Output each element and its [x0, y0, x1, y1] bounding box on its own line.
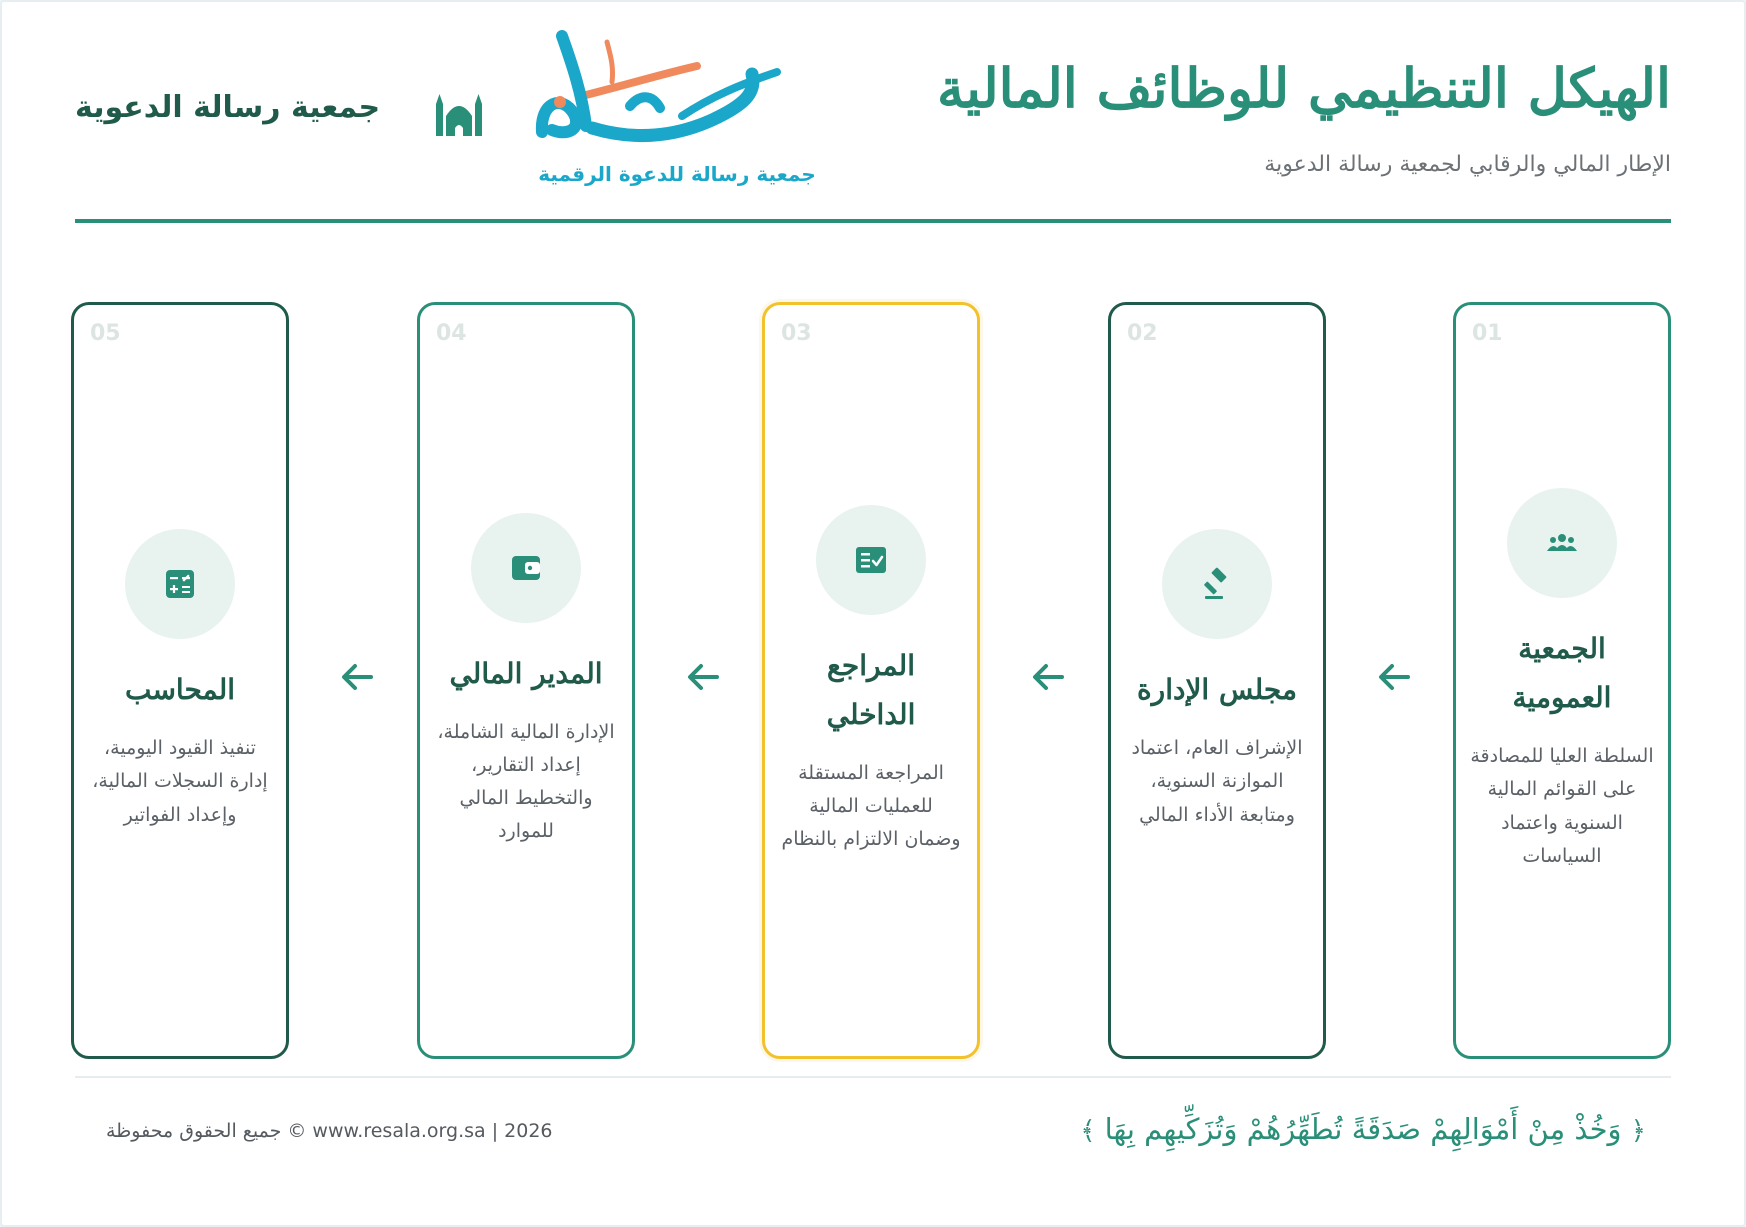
card-number: 03: [781, 321, 812, 346]
card-title: مجلس الإدارة: [1137, 673, 1297, 707]
card-title: المراجع الداخلي: [826, 648, 916, 731]
icon-circle: [125, 529, 235, 639]
card-general-assembly: [1453, 302, 1671, 1059]
footer-divider: [75, 1076, 1671, 1078]
org-chart: [2, 2, 1744, 1225]
arrow-left-icon: [1374, 657, 1414, 697]
page-subtitle: الإطار المالي والرقابي لجمعية رسالة الدعوية: [1264, 152, 1671, 177]
card-number: 01: [1472, 321, 1503, 346]
icon-circle: [1507, 488, 1617, 598]
org-name: جمعية رسالة الدعوية: [75, 90, 381, 125]
icon-circle: [816, 505, 926, 615]
card-description: الإشراف العام، اعتماد الموازنة السنوية، ومتابعة الأداء المالي: [1131, 737, 1303, 826]
card-number: 02: [1127, 321, 1158, 346]
card-internal-auditor: [762, 302, 980, 1059]
card-accountant: [71, 302, 289, 1059]
verse-text: وَخُذْ مِنْ أَمْوَالِهِمْ صَدَقَةً تُطَهِّرُهُمْ وَتُزَكِّيهِم بِهَا: [1104, 1112, 1622, 1146]
card-number: 05: [90, 321, 121, 346]
card-financial-manager: [417, 302, 635, 1059]
verse-open-bracket: ﴿: [1630, 1116, 1646, 1146]
group-icon: [1544, 525, 1580, 561]
wallet-icon: [508, 550, 544, 586]
arrow-left-icon: [337, 657, 377, 697]
verse-close-bracket: ﴾: [1080, 1116, 1096, 1146]
card-title: المحاسب: [124, 673, 236, 707]
card-title: الجمعية العمومية: [1512, 632, 1612, 714]
quran-verse: [1080, 1112, 1646, 1146]
gavel-icon: [1199, 566, 1235, 602]
copyright: www.resala.org.sa | 2026 © جميع الحقوق محفوظة: [106, 1120, 553, 1142]
card-title: المدير المالي: [449, 656, 603, 690]
arrow-left-icon: [1028, 657, 1068, 697]
card-number: 04: [436, 321, 467, 346]
logo-caption: جمعية رسالة للدعوة الرقمية: [538, 162, 816, 186]
icon-circle: [471, 513, 581, 623]
card-description: تنفيذ القيود اليومية، إدارة السجلات المالية، وإعداد الفواتير: [92, 737, 268, 826]
card-description: السلطة العليا للمصادقة على القوائم المالية السنوية واعتماد السياسات: [1470, 745, 1654, 867]
icon-circle: [1162, 529, 1272, 639]
checklist-icon: [853, 542, 889, 578]
calculator-icon: [162, 566, 198, 602]
card-description: الإدارة المالية الشاملة، إعداد التقارير، والتخطيط المالي للموارد: [437, 720, 615, 843]
card-board-of-directors: [1108, 302, 1326, 1059]
card-description: المراجعة المستقلة للعمليات المالية وضمان الالتزام بالنظام: [781, 761, 961, 851]
page-title: الهيكل التنظيمي للوظائف المالية: [936, 56, 1671, 120]
arrow-left-icon: [683, 657, 723, 697]
